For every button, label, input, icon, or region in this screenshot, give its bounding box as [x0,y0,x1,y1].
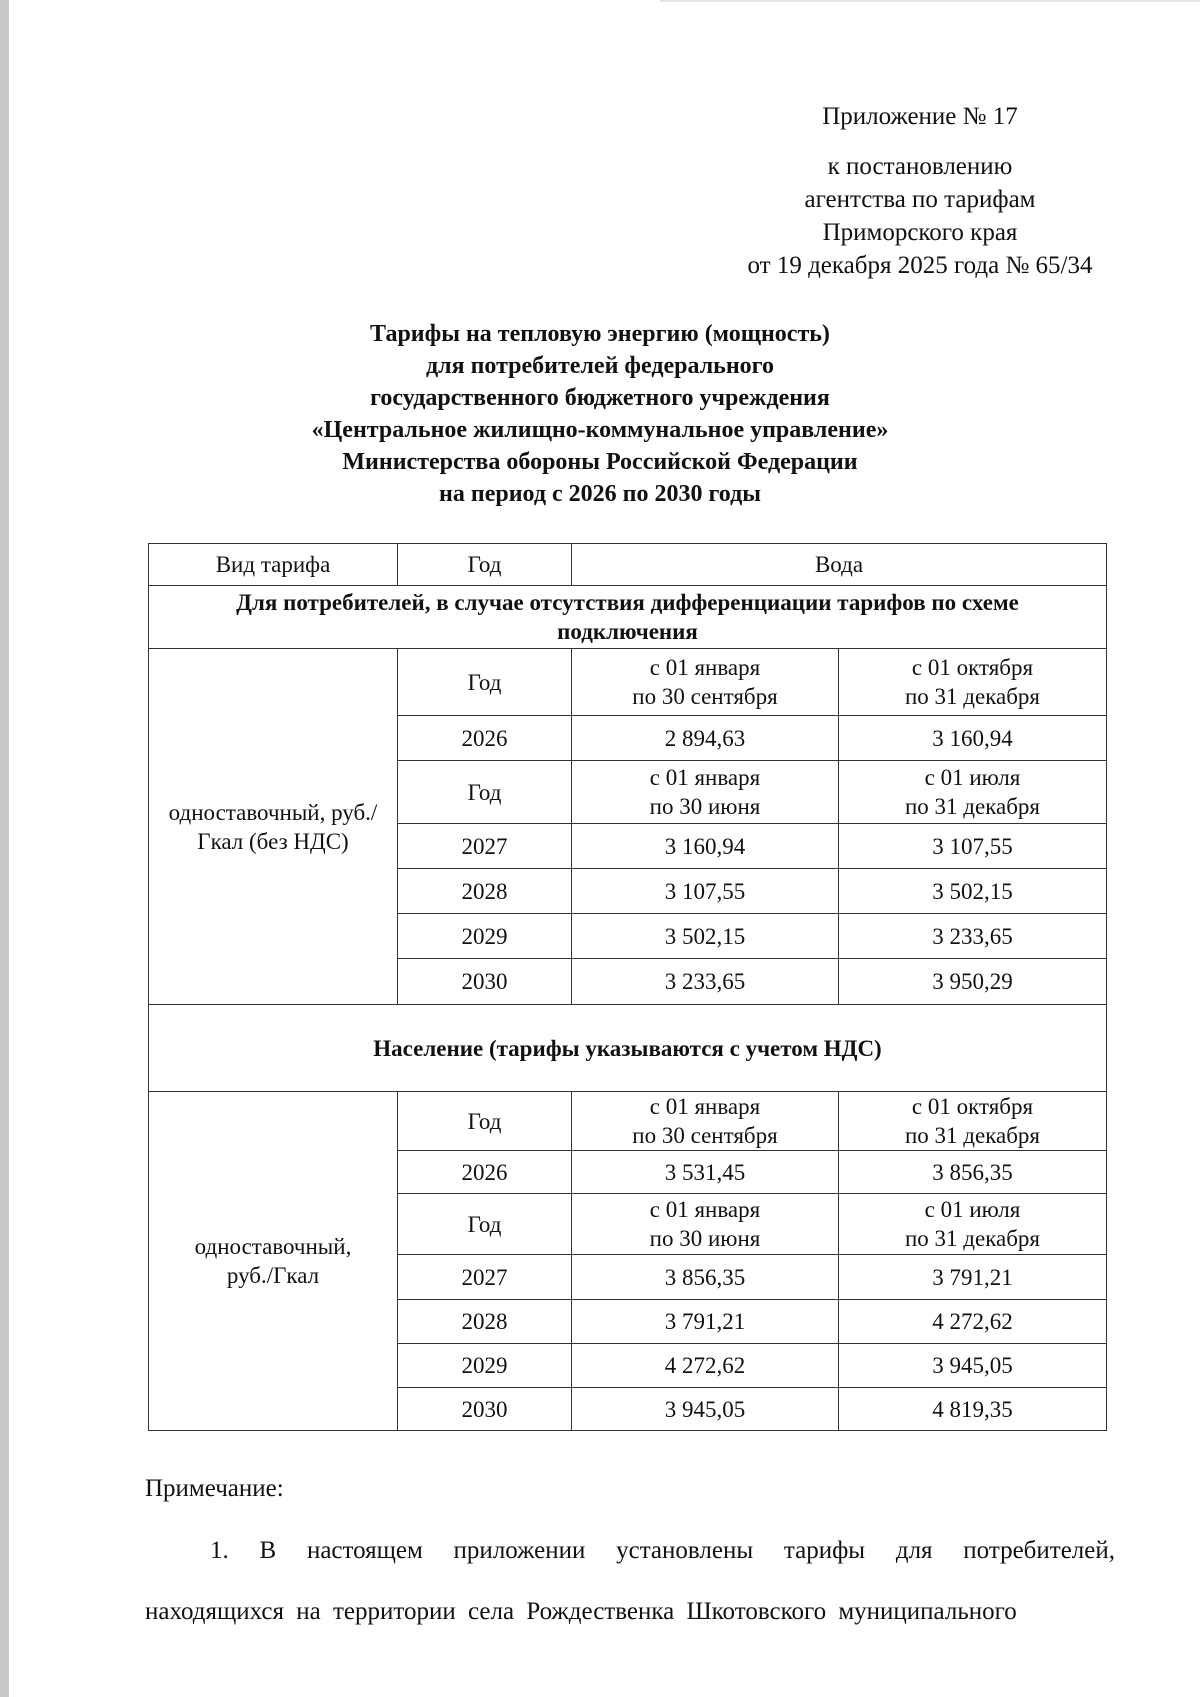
year-cell: 2027 [398,1255,572,1300]
section-row [149,586,1107,649]
period-line: по 31 декабря [904,794,1041,819]
table-header-row [149,544,1107,586]
period-year-label: Год [398,761,572,824]
appendix-block [700,100,1140,282]
period-line: по 30 июня [649,1226,761,1251]
value-cell: 2 894,63 [572,716,839,761]
year-cell: 2028 [398,869,572,914]
document-title [150,318,1050,510]
period-line: с 01 января [649,1094,761,1119]
table-row [149,649,1107,716]
page-left-edge [0,0,9,1697]
year-cell: 2028 [398,1300,572,1344]
section-title: Для потребителей, в случае отсутствия дифференциации тарифов по схеме подключения [149,586,1107,649]
period-line: по 31 декабря [904,1226,1041,1251]
value-cell: 4 272,62 [839,1300,1107,1344]
value-cell: 3 791,21 [839,1255,1107,1300]
period-col1 [572,1194,839,1255]
period-line: с 01 октября [911,655,1034,680]
value-cell: 4 819,35 [839,1388,1107,1431]
period-col2 [839,761,1107,824]
value-cell: 3 160,94 [839,716,1107,761]
value-cell: 3 856,35 [839,1151,1107,1194]
period-line: по 30 июня [649,794,761,819]
value-cell: 3 945,05 [572,1388,839,1431]
title-line: Тарифы на тепловую энергию (мощность) [370,321,830,347]
value-cell: 3 531,45 [572,1151,839,1194]
appendix-number: Приложение № 17 [822,103,1018,130]
period-col2 [839,1092,1107,1151]
section-row [149,1005,1107,1092]
year-cell: 2030 [398,959,572,1005]
header-water: Вода [572,544,1107,586]
header-year: Год [398,544,572,586]
period-col1 [572,649,839,716]
appendix-line: к постановлению [827,153,1013,180]
title-line: на период с 2026 по 2030 годы [439,481,761,507]
value-cell: 3 233,65 [839,914,1107,959]
year-cell: 2026 [398,1151,572,1194]
value-cell: 3 233,65 [572,959,839,1005]
period-line: с 01 января [649,765,761,790]
period-line: по 31 декабря [904,1123,1041,1148]
period-line: с 01 января [649,1197,761,1222]
period-col2 [839,649,1107,716]
page-top-edge [660,0,1200,2]
period-line: с 01 июля [924,765,1021,790]
appendix-line: агентства по тарифам [804,186,1036,213]
period-line: с 01 июля [924,1197,1021,1222]
period-col2 [839,1194,1107,1255]
value-cell: 3 950,29 [839,959,1107,1005]
value-cell: 3 107,55 [572,869,839,914]
title-line: государственного бюджетного учреждения [370,385,830,411]
value-cell: 3 502,15 [572,914,839,959]
header-tariff-type: Вид тарифа [149,544,398,586]
title-line: для потребителей федерального [426,353,774,379]
period-year-label: Год [398,1194,572,1255]
value-cell: 3 791,21 [572,1300,839,1344]
appendix-line: Приморского края [822,219,1018,246]
year-cell: 2030 [398,1388,572,1431]
table-row [149,1092,1107,1151]
period-col1 [572,1092,839,1151]
period-line: по 30 сентября [632,1123,778,1148]
value-cell: 3 945,05 [839,1344,1107,1388]
tariff-table [148,543,1107,1431]
year-cell: 2027 [398,824,572,869]
value-cell: 3 160,94 [572,824,839,869]
value-cell: 3 107,55 [839,824,1107,869]
period-line: по 31 декабря [904,684,1041,709]
value-cell: 3 856,35 [572,1255,839,1300]
note-label: Примечание: [145,1475,284,1502]
period-line: по 30 сентября [632,684,778,709]
year-cell: 2029 [398,1344,572,1388]
value-cell: 4 272,62 [572,1344,839,1388]
appendix-line: от 19 декабря 2025 года № 65/34 [747,252,1093,279]
title-line: Министерства обороны Российской Федерации [342,449,858,475]
period-line: с 01 января [649,655,761,680]
tariff-label: одноставочный, руб./Гкал (без НДС) [149,649,398,1005]
year-cell: 2026 [398,716,572,761]
section-title: Население (тарифы указываются с учетом НДС) [149,1005,1107,1092]
period-col1 [572,761,839,824]
year-cell: 2029 [398,914,572,959]
title-line: «Центральное жилищно-коммунальное управление» [311,417,889,443]
note-paragraph: 1. В настоящем приложении установлены тарифы для потребителей, находящихся на территории села Рождественка Шкотовского муниципального [145,1537,1115,1625]
period-year-label: Год [398,1092,572,1151]
value-cell: 3 502,15 [839,869,1107,914]
period-line: с 01 октября [911,1094,1034,1119]
period-year-label: Год [398,649,572,716]
tariff-label: одноставочный, руб./Гкал [149,1092,398,1431]
